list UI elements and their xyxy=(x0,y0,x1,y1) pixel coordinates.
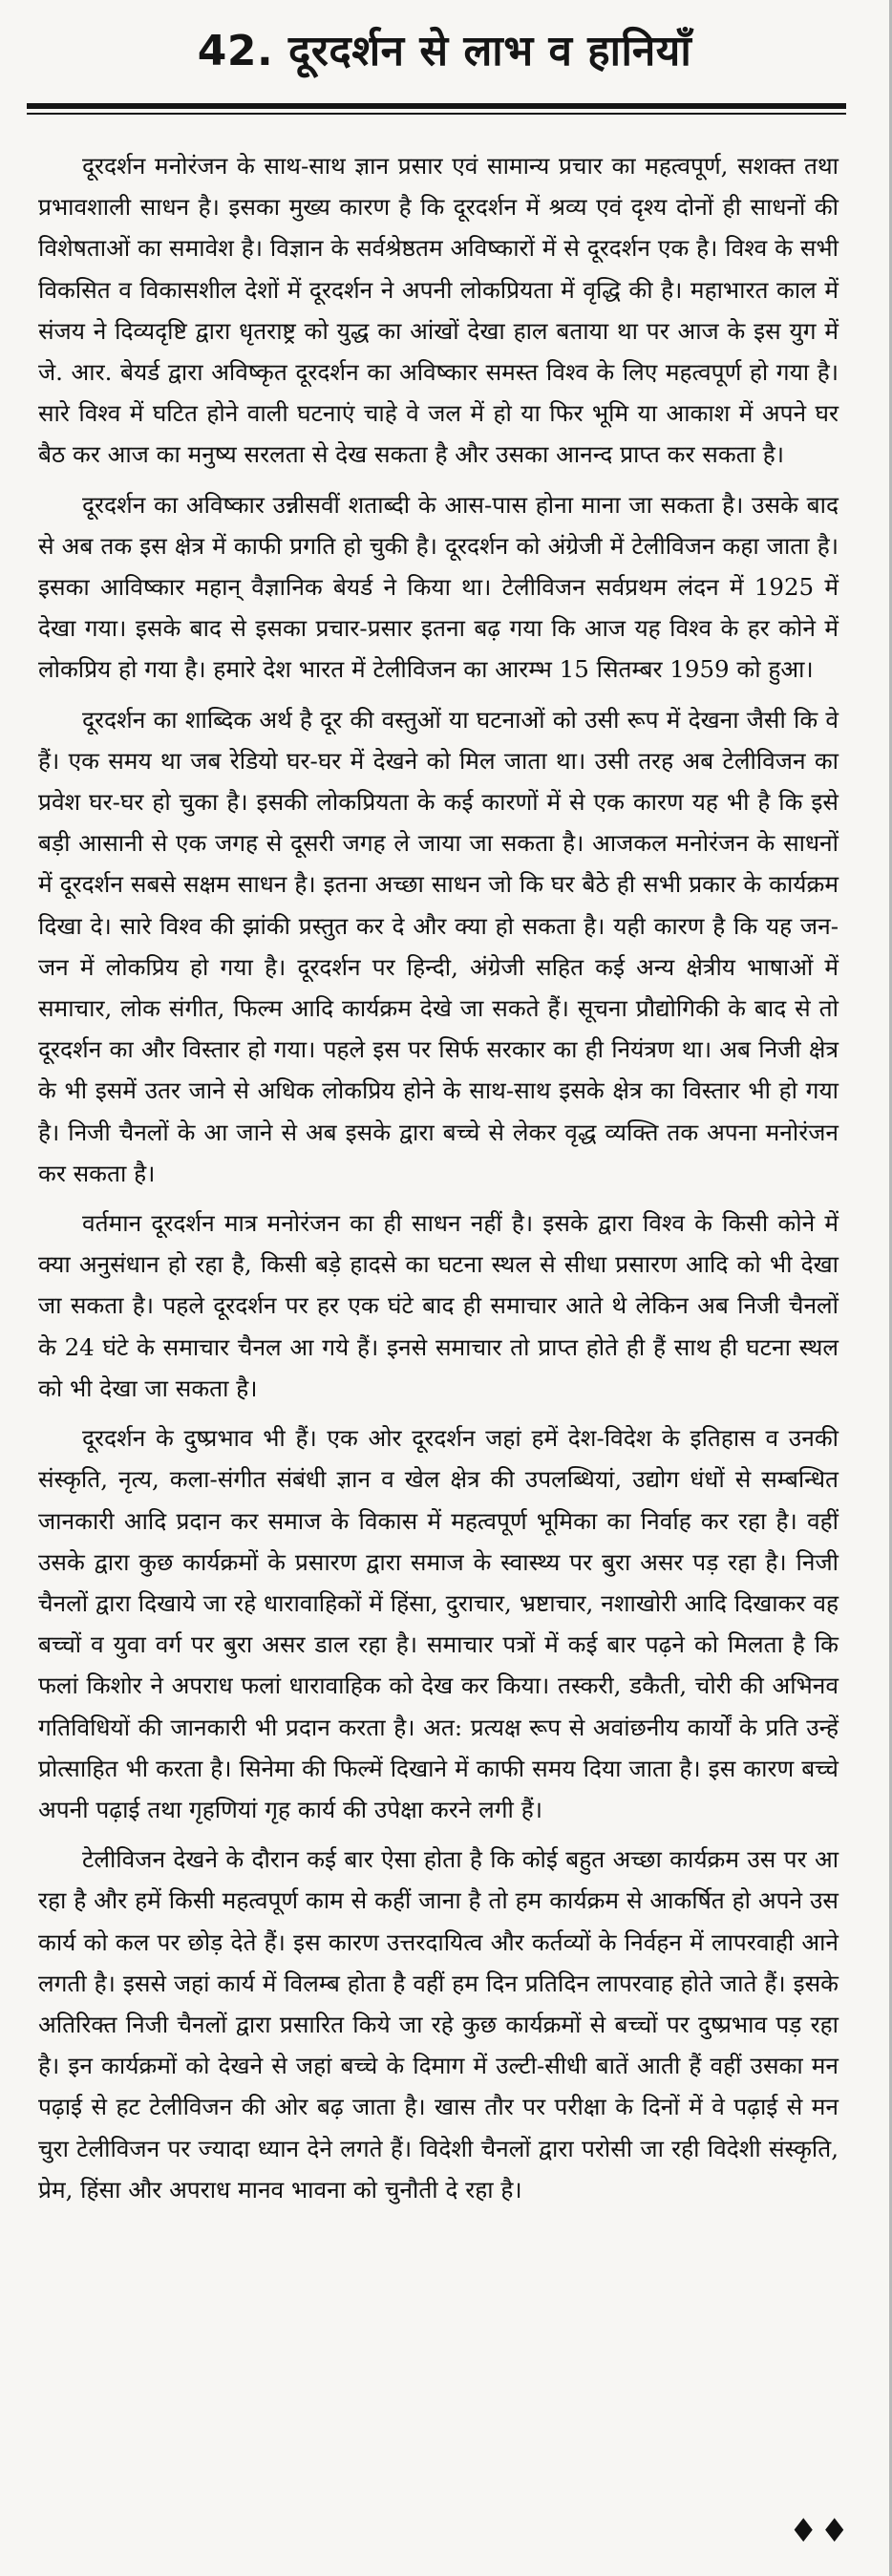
title-underline-thick xyxy=(27,103,846,109)
paragraph-3: दूरदर्शन का शाब्दिक अर्थ है दूर की वस्तुओं या घटनाओं को उसी रूप में देखना जैसी कि वे हैं। एक समय था जब रेडियो घर-घर में देखने को मिल जाता था। उसी तरह अब टेलीविजन का प्रवेश घर-घर हो चुका है। इसकी लोकप्रियता के कई कारणों में से एक कारण यह भी है कि इसे बड़ी आसानी से एक जगह से दूसरी जगह ले जाया जा सकता है। आजकल मनोरंजन के साधनों में दूरदर्शन सबसे सक्षम साधन है। इतना अच्छा साधन जो कि घर बैठे ही सभी प्रकार के कार्यक्रम दिखा दे। सारे विश्व की झांकी प्रस्तुत कर दे और क्या हो सकता है। यही कारण है कि यह जन-जन में लोकप्रिय हो गया है। दूरदर्शन पर हिन्दी, अंग्रेजी सहित कई अन्य क्षेत्रीय भाषाओं में समाचार, लोक संगीत, फिल्म आदि कार्यक्रम देखे जा सकते हैं। सूचना प्रौद्योगिकी के बाद से तो दूरदर्शन का और विस्तार हो गया। पहले इस पर सिर्फ सरकार का ही नियंत्रण था। अब निजी क्षेत्र के भी इसमें उतर जाने से अधिक लोकप्रिय होने के साथ-साथ इसके क्षेत्र का विस्तार भी हो गया है। निजी चैनलों के आ जाने से अब इसके द्वारा बच्चे से लेकर वृद्ध व्यक्ति तक अपना मनोरंजन कर सकता है। xyxy=(38,705,839,1187)
paragraph-5: दूरदर्शन के दुष्प्रभाव भी हैं। एक ओर दूरदर्शन जहां हमें देश-विदेश के इतिहास व उनकी संस्कृति, नृत्य, कला-संगीत संबंधी ज्ञान व खेल क्षेत्र की उपलब्धियां, उद्योग धंधों से सम्बन्धित जानकारी आदि प्रदान कर समाज के विकास में महत्वपूर्ण भूमिका का निर्वाह कर रहा है। वहीं उसके द्वारा कुछ कार्यक्रमों के प्रसारण द्वारा समाज के स्वास्थ्य पर बुरा असर पड़ रहा है। निजी चैनलों द्वारा दिखाये जा रहे धारावाहिकों में हिंसा, दुराचार, भ्रष्टाचार, नशाखोरी आदि दिखाकर वह बच्चों व युवा वर्ग पर बुरा असर डाल रहा है। समाचार पत्रों में कई बार पढ़ने को मिलता है कि फलां किशोर ने अपराध फलां धारावाहिक को देख कर किया। तस्करी, डकैती, चोरी की अभिनव गतिविधियों की जानकारी भी प्रदान करता है। अत: प्रत्यक्ष रूप से अवांछनीय कार्यों के प्रति उन्हें प्रोत्साहित भी करता है। सिनेमा की फिल्में दिखाने में काफी समय दिया जाता है। इस कारण बच्चे अपनी पढ़ाई तथा गृहणियां गृह कार्य की उपेक्षा करने लगी हैं। xyxy=(38,1424,839,1823)
end-mark-diamond-icon: ♦♦ xyxy=(789,2512,851,2550)
page-title: 42. दूरदर्शन से लाभ व हानियाँ xyxy=(197,27,692,75)
paragraph-6: टेलीविजन देखने के दौरान कई बार ऐसा होता है कि कोई बहुत अच्छा कार्यक्रम उस पर आ रहा है और हमें किसी महत्वपूर्ण काम से कहीं जाना है तो हम कार्यक्रम से आकर्षित हो अपने उस कार्य को कल पर छोड़ देते हैं। इस कारण उत्तरदायित्व और कर्तव्यों के निर्वहन में लापरवाही आने लगती है। इससे जहां कार्य में विलम्ब होता है वहीं हम दिन प्रतिदिन लापरवाह होते जाते हैं। इसके अतिरिक्त निजी चैनलों द्वारा प्रसारित किये जा रहे कुछ कार्यक्रमों से बच्चों पर दुष्प्रभाव पड़ रहा है। इन कार्यक्रमों को देखने से जहां बच्चे के दिमाग में उल्टी-सीधी बातें आती हैं वहीं उसका मन पढ़ाई से हट टेलीविजन की ओर बढ़ जाता है। खास तौर पर परीक्षा के दिनों में वे पढ़ाई से मन चुरा टेलीविजन पर ज्यादा ध्यान देने लगते हैं। विदेशी चैनलों द्वारा परोसी जा रही विदेशी संस्कृति, प्रेम, हिंसा और अपराध मानव भावना को चुनौती दे रहा है। xyxy=(38,1845,839,2203)
paragraph-1: दूरदर्शन मनोरंजन के साथ-साथ ज्ञान प्रसार एवं सामान्य प्रचार का महत्वपूर्ण, सशक्त तथा प्रभावशाली साधन है। इसका मुख्य कारण है कि दूरदर्शन में श्रव्य एवं दृश्य दोनों ही साधनों की विशेषताओं का समावेश है। विज्ञान के सर्वश्रेष्ठतम अविष्कारों में से दूरदर्शन एक है। विश्व के सभी विकसित व विकासशील देशों में दूरदर्शन ने अपनी लोकप्रियता में वृद्धि की है। महाभारत काल में संजय ने दिव्यदृष्टि द्वारा धृतराष्ट्र को युद्ध का आंखों देखा हाल बताया था पर आज के इस युग में जे. आर. बेयर्ड द्वारा अविष्कृत दूरदर्शन का अविष्कार समस्त विश्व के लिए महत्वपूर्ण हो गया है। सारे विश्व में घटित होने वाली घटनाएं चाहे वे जल में हो या फिर भूमि या आकाश में अपने घर बैठ कर आज का मनुष्य सरलता से देख सकता है और उसका आनन्द प्राप्त कर सकता है। xyxy=(38,152,839,469)
essay-body xyxy=(38,145,839,2219)
paragraph-2: दूरदर्शन का अविष्कार उन्नीसवीं शताब्दी के आस-पास होना माना जा सकता है। उसके बाद से अब तक इस क्षेत्र में काफी प्रगति हो चुकी है। दूरदर्शन को अंग्रेजी में टेलीविजन कहा जाता है। इसका आविष्कार महान् वैज्ञानिक बेयर्ड ने किया था। टेलीविजन सर्वप्रथम लंदन में 1925 में देखा गया। इसके बाद से इसका प्रचार-प्रसार इतना बढ़ गया कि आज यह विश्व के हर कोने में लोकप्रिय हो गया है। हमारे देश भारत में टेलीविजन का आरम्भ 15 सितम्बर 1959 को हुआ। xyxy=(38,490,839,684)
paragraph-4: वर्तमान दूरदर्शन मात्र मनोरंजन का ही साधन नहीं है। इसके द्वारा विश्व के किसी कोने में क्या अनुसंधान हो रहा है, किसी बड़े हादसे का घटना स्थल से सीधा प्रसारण आदि को भी देखा जा सकता है। पहले दूरदर्शन पर हर एक घंटे बाद ही समाचार आते थे लेकिन अब निजी चैनलों के 24 घंटे के समाचार चैनल आ गये हैं। इनसे समाचार तो प्राप्त होते ही हैं साथ ही घटना स्थल को भी देखा जा सकता है। xyxy=(38,1209,839,1402)
title-underline-thin xyxy=(27,113,846,115)
